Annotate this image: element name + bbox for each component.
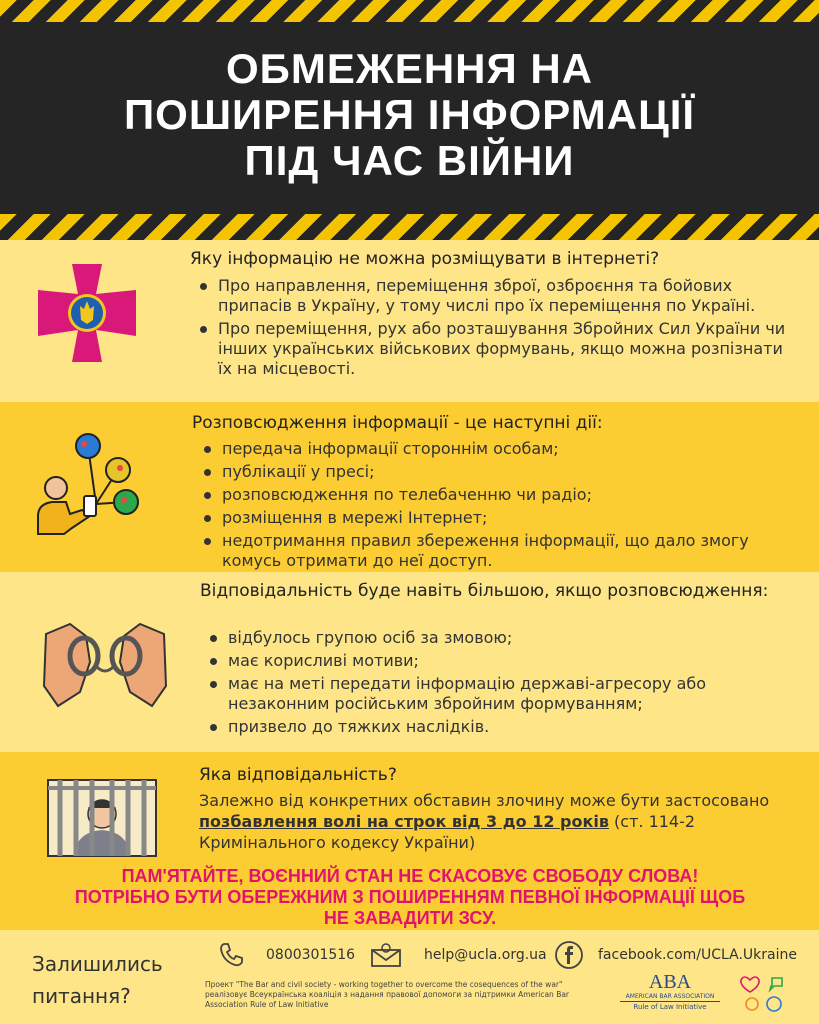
section3-list xyxy=(206,628,790,740)
questions-prompt: Залишились питання? xyxy=(32,952,163,1008)
information-sharing-icon xyxy=(34,430,144,538)
header-banner xyxy=(0,0,819,240)
list-item: відбулось групою осіб за змовою; xyxy=(206,628,790,648)
section-distribution-actions xyxy=(0,402,819,572)
list-item: призвело до тяжких наслідків. xyxy=(206,717,790,737)
project-disclaimer: Проект "The Bar and civil society - working together to overcome the cosequences of the war" реалізовує Всеукраїнська коаліція з надання правової допомоги за підтримки American Bar Association Rule of Law Initiative xyxy=(205,980,570,1009)
facebook-icon xyxy=(554,940,584,970)
prison-term-emphasis: позбавлення волі на строк від 3 до 12 років xyxy=(199,812,609,831)
aba-logo: ABA AMERICAN BAR ASSOCIATION Rule of Law Initiative xyxy=(620,972,720,1012)
phone-link[interactable]: 0800301516 xyxy=(266,947,356,963)
section3-title: Відповідальність буде навіть більшою, якщо розповсюдження: xyxy=(200,581,769,601)
list-item: має на меті передати інформацію державі-агресору або незаконним російським збройним формуванням; xyxy=(206,674,790,714)
list-item: недотримання правил збереження інформації, що дало змогу комусь отримати до неї доступ. xyxy=(200,531,790,571)
section1-title: Яку інформацію не можна розміщувати в інтернеті? xyxy=(190,249,660,269)
list-item: передача інформації стороннім особам; xyxy=(200,439,790,459)
section1-list xyxy=(196,276,796,382)
phone-icon xyxy=(218,942,244,968)
warning-text: ПАМ'ЯТАЙТЕ, ВОЄННИЙ СТАН НЕ СКАСОВУЄ СВОБОДУ СЛОВА! ПОТРІБНО БУТИ ОБЕРЕЖНИМ З ПОШИРЕННЯМ ПЕВНОЇ ІНФОРМАЦІЇ ЩОБ НЕ ЗАВАДИТИ ЗСУ. xyxy=(74,866,746,928)
section-liability xyxy=(0,752,819,864)
section2-title: Розповсюдження інформації - це наступні дії: xyxy=(192,413,603,433)
page-title: ОБМЕЖЕННЯ НА ПОШИРЕННЯ ІНФОРМАЦІЇ ПІД ЧАС ВІЙНИ xyxy=(123,45,696,184)
section-prohibited-info xyxy=(0,240,819,402)
list-item: має корисливі мотиви; xyxy=(206,651,790,671)
facebook-link[interactable]: facebook.com/UCLA.Ukraine xyxy=(598,947,798,963)
email-link[interactable]: help@ucla.org.ua xyxy=(424,947,547,963)
armed-forces-cross-icon xyxy=(38,264,136,362)
section2-list xyxy=(200,439,790,574)
list-item: розповсюдження по телебаченню чи радіо; xyxy=(200,485,790,505)
coalition-logo-icon xyxy=(738,972,786,1016)
hazard-stripe-bottom xyxy=(0,214,819,240)
list-item: Про переміщення, рух або розташування Збройних Сил України чи інших українських військових формувань, якщо можна розпізнати їх на місцевості. xyxy=(196,319,796,379)
section-aggravating-factors xyxy=(0,572,819,752)
list-item: розміщення в мережі Інтернет; xyxy=(200,508,790,528)
hazard-stripe-top xyxy=(0,0,819,22)
list-item: Про направлення, переміщення зброї, озброєння та бойових припасів в Україну, у тому числі про їх переміщення по Україні. xyxy=(196,276,796,316)
list-item: публікації у пресі; xyxy=(200,462,790,482)
prisoner-icon xyxy=(46,778,158,858)
section4-title: Яка відповідальність? xyxy=(199,765,397,785)
email-icon xyxy=(370,942,402,968)
handcuffs-icon xyxy=(40,622,170,710)
section4-text: Залежно від конкретних обставин злочину може бути застосовано позбавлення волі на строк від 3 до 12 років (ст. 114-2 Кримінального кодексу України) xyxy=(199,791,770,852)
